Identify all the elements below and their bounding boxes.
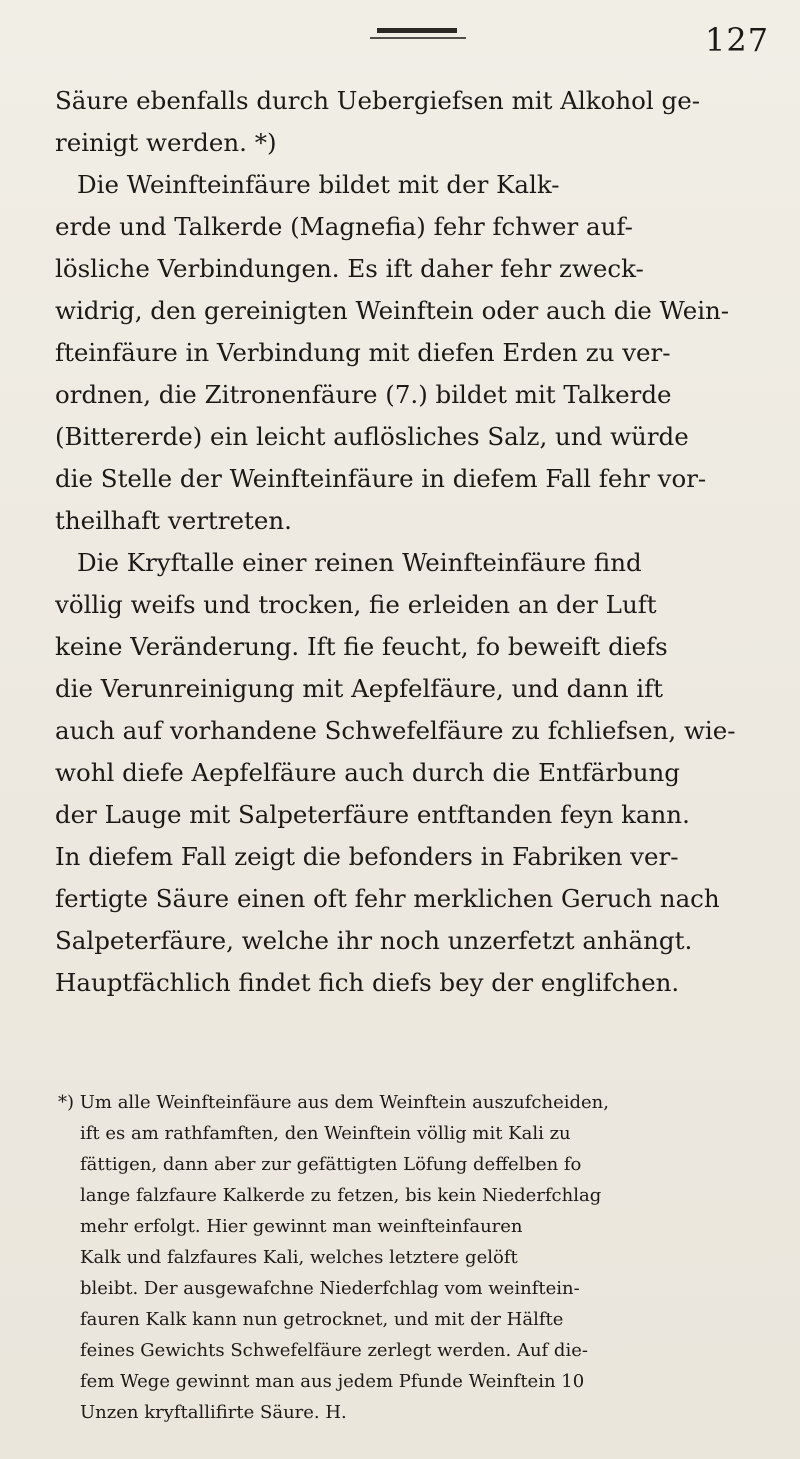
text-line: Die Kryftalle einer reinen Weinfteinfäure find — [77, 548, 642, 577]
text-line: Hauptfächlich findet fich diefs bey der englifchen. — [55, 968, 680, 997]
footnote-line: lange falzfaure Kalkerde zu fetzen, bis kein Niederfchlag — [80, 1185, 602, 1206]
text-line: die Stelle der Weinfteinfäure in diefem Fall fehr vor- — [55, 464, 707, 493]
footnote-line: fauren Kalk kann nun getrocknet, und mit der Hälfte — [80, 1309, 564, 1330]
text-line: wohl diefe Aepfelfäure auch durch die Entfärbung — [55, 758, 680, 787]
text-line: der Lauge mit Salpeterfäure entftanden feyn kann. — [55, 800, 690, 829]
text-line: die Verunreinigung mit Aepfelfäure, und dann ift — [55, 674, 664, 703]
text-line: erde und Talkerde (Magnefia) fehr fchwer auf- — [55, 212, 633, 241]
footnote-line: fättigen, dann aber zur gefättigten Löfung deffelben fo — [80, 1154, 582, 1175]
page-number: 127 — [705, 21, 770, 59]
text-line: völlig weifs und trocken, fie erleiden an der Luft — [55, 590, 657, 619]
text-line: (Bittererde) ein leicht auflösliches Salz, und würde — [55, 422, 689, 451]
text-line: lösliche Verbindungen. Es ift daher fehr zweck- — [55, 254, 644, 283]
footnote-line: ift es am rathfamften, den Weinftein völlig mit Kali zu — [80, 1123, 571, 1144]
footnote-line: fem Wege gewinnt man aus jedem Pfunde Weinftein 10 — [80, 1371, 585, 1392]
text-line: widrig, den gereinigten Weinftein oder auch die Wein- — [55, 296, 730, 325]
text-line: Salpeterfäure, welche ihr noch unzerfetzt anhängt. — [55, 926, 693, 955]
main-text — [55, 80, 770, 1004]
text-line: Die Weinfteinfäure bildet mit der Kalk- — [77, 170, 560, 199]
text-line: ordnen, die Zitronenfäure (7.) bildet mit Talkerde — [55, 380, 672, 409]
text-line: fertigte Säure einen oft fehr merklichen Geruch nach — [55, 884, 720, 913]
footnote-line: Unzen kryftallifirte Säure. H. — [80, 1402, 347, 1423]
text-line: reinigt werden. *) — [55, 128, 277, 157]
footnote-line: feines Gewichts Schwefelfäure zerlegt werden. Auf die- — [80, 1340, 588, 1361]
text-line: auch auf vorhandene Schwefelfäure zu fchliefsen, wie- — [55, 716, 736, 745]
text-line: Säure ebenfalls durch Uebergiefsen mit Alkohol ge- — [55, 86, 701, 115]
footnote — [58, 1087, 773, 1428]
text-line: theilhaft vertreten. — [55, 506, 292, 535]
printed-rule — [377, 28, 457, 33]
text-line: In diefem Fall zeigt die befonders in Fabriken ver- — [55, 842, 679, 871]
footnote-line: bleibt. Der ausgewafchne Niederfchlag vom weinftein- — [80, 1278, 580, 1299]
text-line: fteinfäure in Verbindung mit diefen Erden zu ver- — [55, 338, 671, 367]
text-line: keine Veränderung. Ift fie feucht, fo beweift diefs — [55, 632, 668, 661]
footnote-line: mehr erfolgt. Hier gewinnt man weinfteinfauren — [80, 1216, 523, 1237]
footnote-line: *) Um alle Weinfteinfäure aus dem Weinftein auszufcheiden, — [58, 1092, 609, 1113]
footnote-line: Kalk und falzfaures Kali, welches letztere gelöft — [80, 1247, 518, 1268]
printed-rule-thin — [370, 37, 466, 39]
